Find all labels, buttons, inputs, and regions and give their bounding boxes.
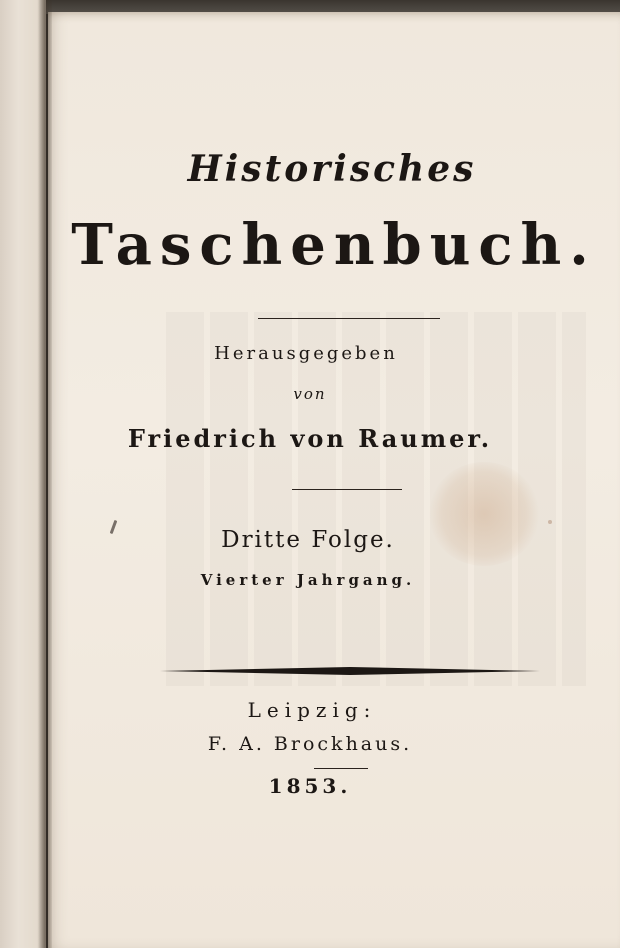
imprint-divider [314, 768, 368, 769]
gutter-shadow [38, 0, 52, 948]
editor-name: Friedrich von Raumer. [127, 424, 493, 453]
editor-preposition: von [293, 385, 327, 403]
volume-label: Vierter Jahrgang. [200, 571, 416, 589]
ornamental-rule [160, 664, 540, 678]
title-line-2: Taschenbuch. [71, 212, 597, 278]
imprint-city: Leipzig: [247, 698, 377, 722]
imprint-publisher: F. A. Brockhaus. [207, 733, 413, 755]
editor-divider [292, 489, 402, 490]
title-divider [258, 318, 440, 319]
series-label: Dritte Folge. [221, 527, 395, 553]
foxing-spot [548, 520, 552, 524]
title-line-1: Historisches [187, 148, 477, 190]
editor-intro: Herausgegeben [214, 343, 398, 364]
imprint-year: 1853. [268, 774, 352, 798]
